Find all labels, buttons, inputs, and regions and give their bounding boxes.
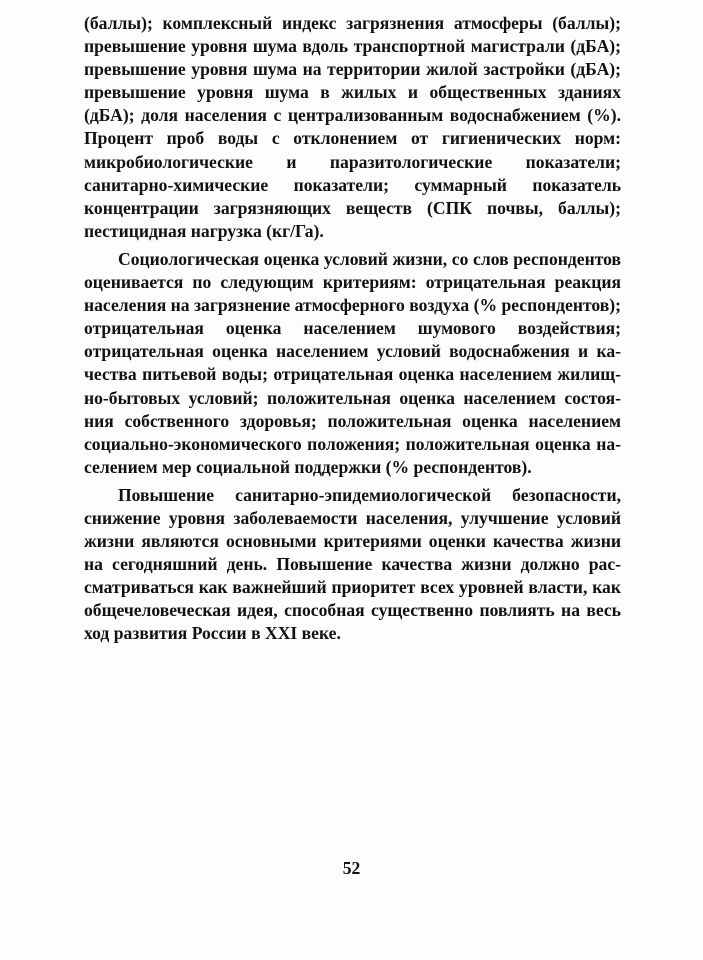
paragraph-sociological-assessment: Социологическая оценка условий жизни, со слов респондентов оценивается по следующим критериям: отрицательная реакция населения на загрязнение атмосферного воздуха (% респондентов); отрицательная оценка населением шумового воздействия; отрицательная оценка населением условий водоснабжения и качества питьевой воды; отрицательная оценка населением жилищно-бытовых условий; положительная оценка населением состояния собственного здоровья; положительная оценка населением социально-экономического положения; положительная оценка населением мер социальной поддержки (% респондентов). (84, 248, 621, 477)
page-number: 52 (342, 858, 361, 878)
paragraph-conclusion: Повышение санитарно-эпидемиологической безопасности, снижение уровня заболеваемости населения, улучшение условий жизни являются основными критериями оценки качества жизни на сегодняшний день. Повышение качества жизни должно рассматриваться как важнейший приоритет всех уровней власти, как общечеловеческая идея, способная существенно повлиять на весь ход развития России в XXI веке. (84, 484, 621, 644)
body-text (84, 12, 621, 646)
paragraph-continuation: (баллы); комплексный индекс загрязнения атмосферы (баллы); превышение уровня шума вдоль транспортной магистрали (дБА); превышение уровня шума на территории жилой застройки (дБА); превышение уровня шума в жилых и общественных зданиях (дБА); доля населения с централизованным водоснабжением (%). Процент проб воды с отклонением от гигиенических норм: микробиологические и паразитологические показатели; санитарно-химические показатели; суммарный показатель концентрации загрязняющих веществ (СПК почвы, баллы); пестицидная нагрузка (кг/Га). (84, 13, 621, 241)
